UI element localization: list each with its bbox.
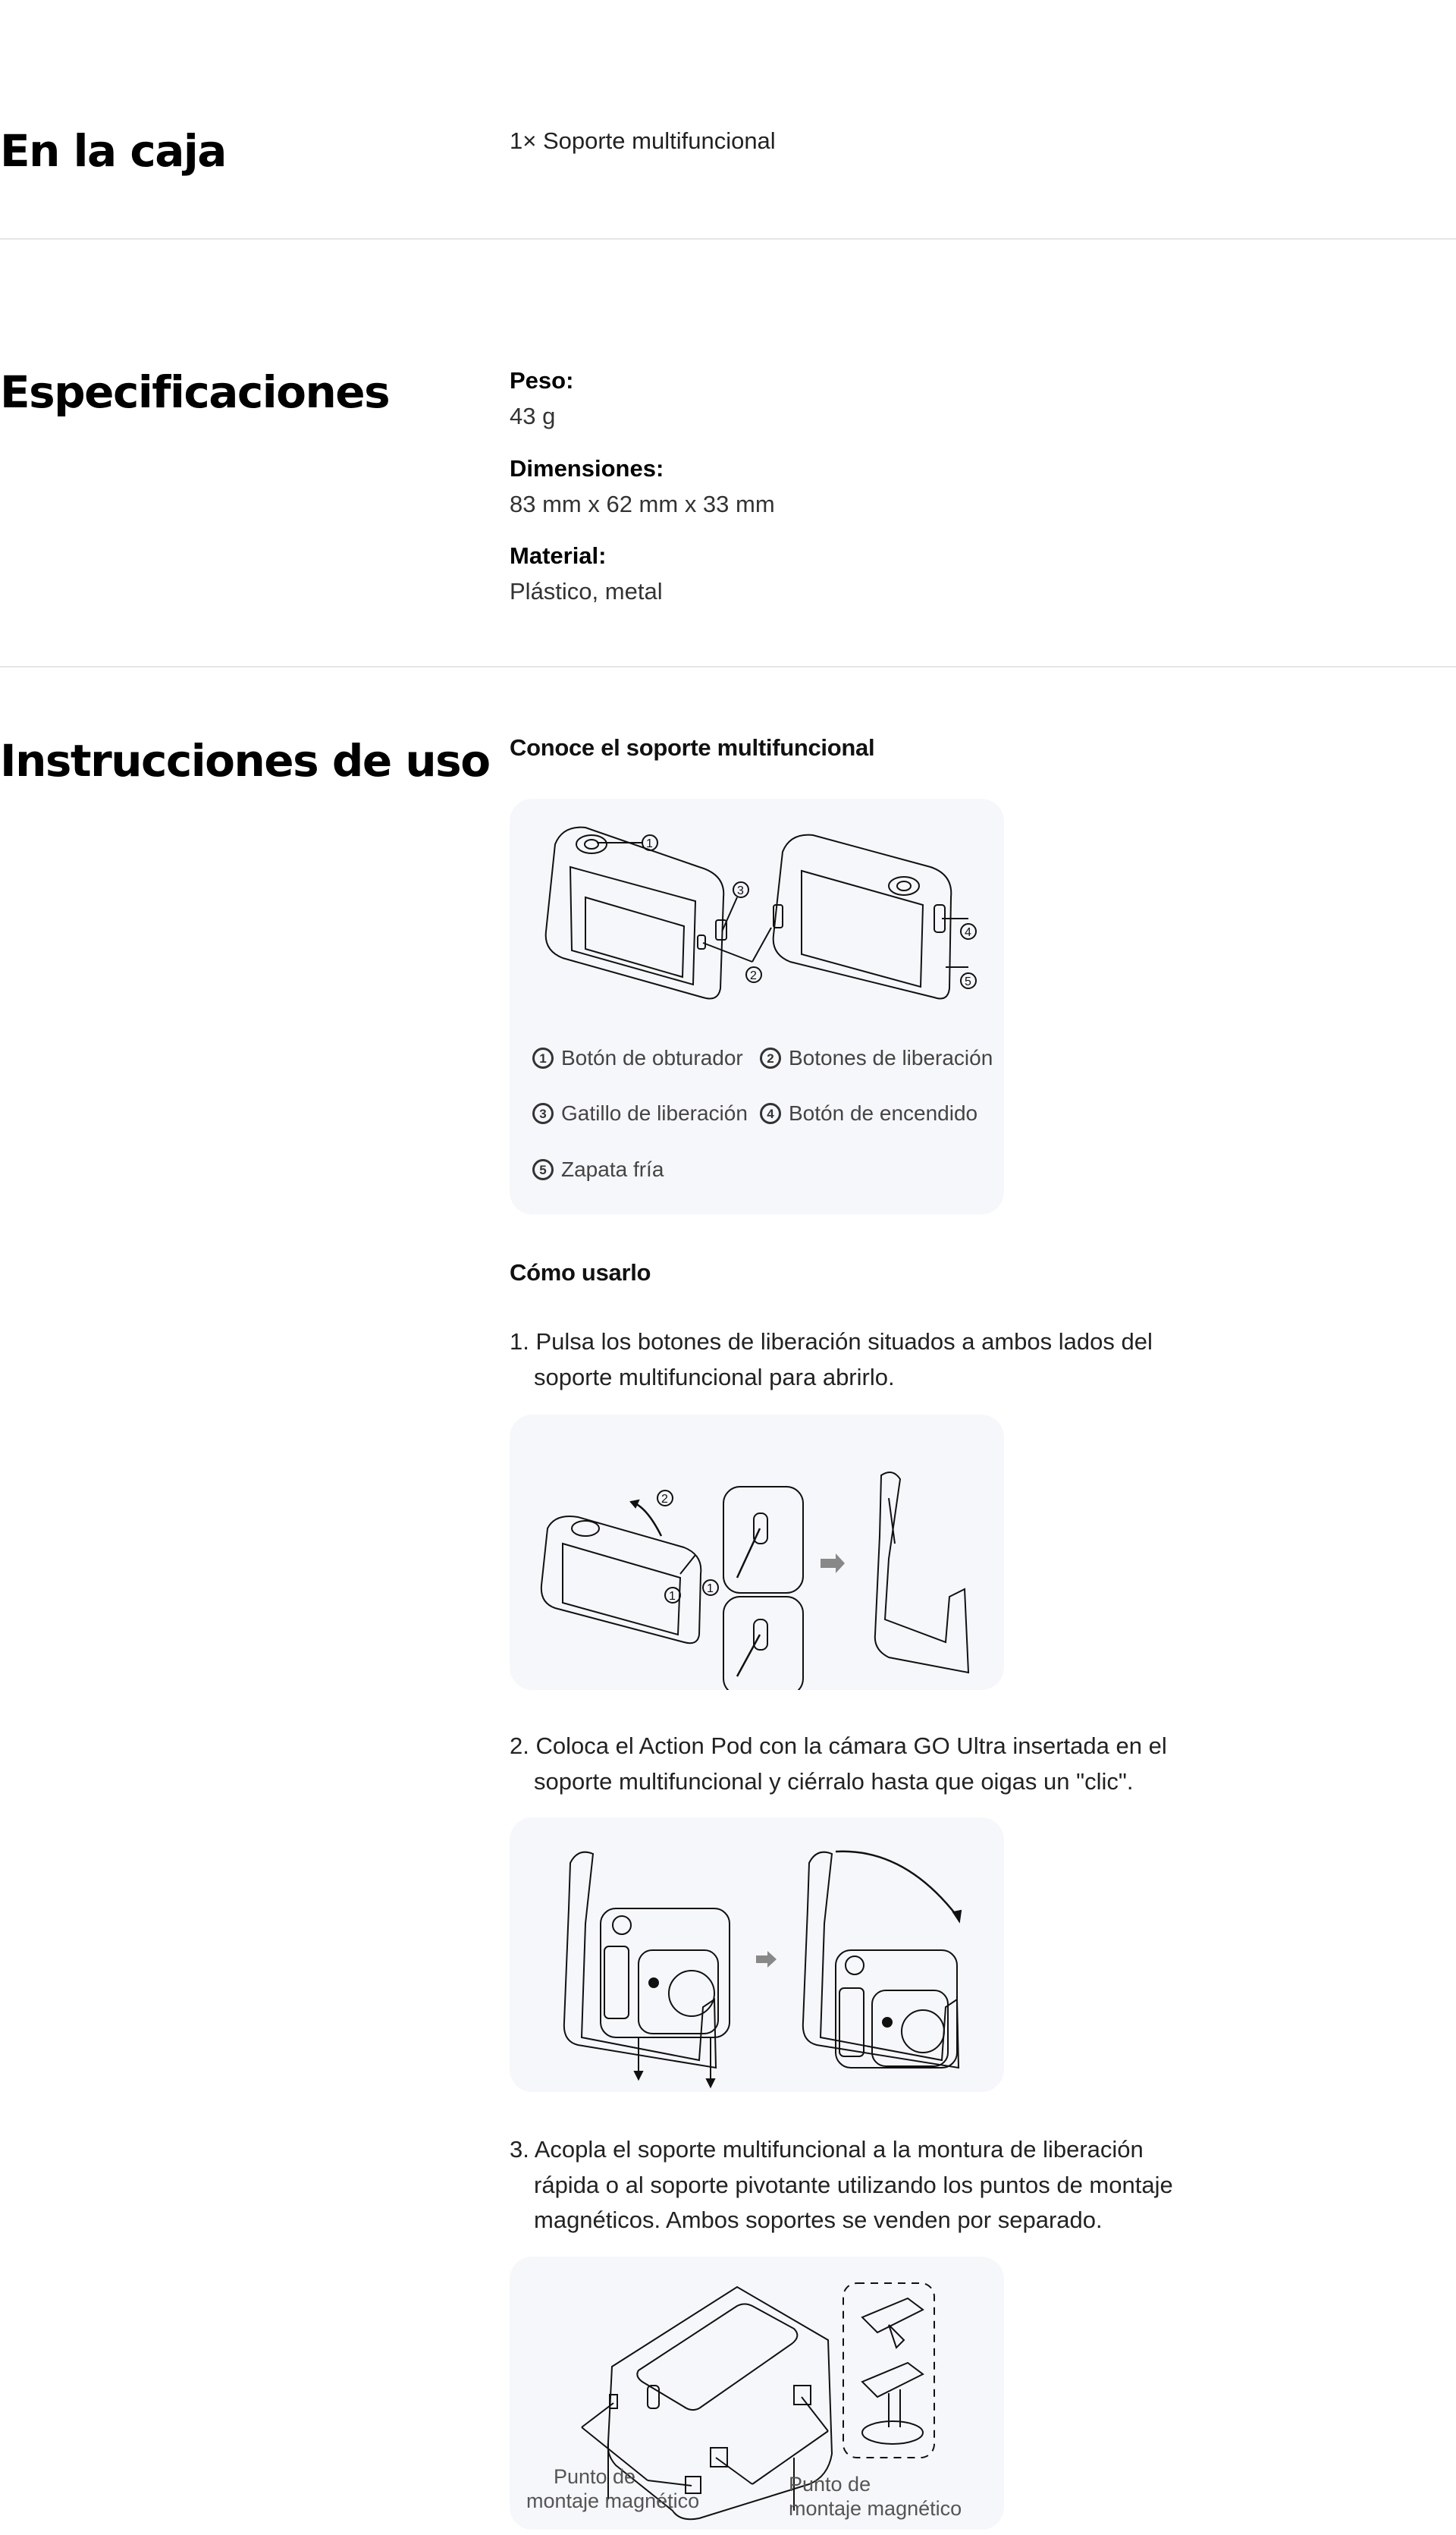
spec-label-material: Material:	[510, 542, 607, 569]
legend-label: Botones de liberación	[789, 1046, 993, 1070]
open-mount-illustration	[510, 1415, 1004, 1690]
legend-item-cold-shoe	[532, 1159, 664, 1180]
number-circle-icon: 4	[760, 1103, 781, 1124]
step-3-text-cont: rápida o al soporte pivotante utilizando los puntos de montaje	[534, 2172, 1173, 2198]
svg-text:1: 1	[707, 1582, 714, 1595]
svg-text:1: 1	[646, 837, 653, 850]
insert-camera-illustration	[510, 1817, 1004, 2092]
legend-label: Gatillo de liberación	[561, 1101, 748, 1125]
legend-item-power-button	[760, 1103, 977, 1124]
legend-item-shutter-button	[532, 1048, 743, 1069]
legend-label: Botón de encendido	[789, 1101, 978, 1125]
overview-heading: Conoce el soporte multifuncional	[510, 734, 875, 761]
box-item: 1× Soporte multifuncional	[510, 127, 776, 154]
svg-text:1: 1	[669, 1590, 676, 1603]
how-to-heading: Cómo usarlo	[510, 1259, 651, 1286]
step-1-illustration-card	[510, 1415, 1004, 1690]
magnetic-point-caption-left: Punto de montaje magnético	[526, 2465, 700, 2512]
step-1-text-cont: soporte multifuncional para abrirlo.	[534, 1364, 895, 1390]
svg-text:2: 2	[750, 969, 757, 982]
step-1-text: 1. Pulsa los botones de liberación situados a ambos lados del	[510, 1328, 1153, 1355]
svg-text:3: 3	[737, 884, 744, 897]
svg-text:2: 2	[661, 1493, 668, 1506]
section-divider	[0, 238, 1456, 240]
section-divider	[0, 666, 1456, 668]
step-2-illustration-card	[510, 1817, 1004, 2092]
spec-value-material: Plástico, metal	[510, 578, 663, 605]
legend-item-release-trigger	[532, 1103, 748, 1124]
legend-label: Botón de obturador	[561, 1046, 743, 1070]
step-3-text: 3. Acopla el soporte multifuncional a la montura de liberación	[510, 2136, 1144, 2163]
magnetic-point-caption-right: Punto de montaje magnético	[789, 2473, 962, 2520]
spec-label-weight: Peso:	[510, 367, 574, 394]
svg-text:5: 5	[965, 975, 971, 988]
section-title-in-the-box: En la caja	[0, 125, 226, 177]
mount-parts-illustration	[510, 799, 1004, 1026]
step-2-text-cont: soporte multifuncional y ciérralo hasta que oigas un "clic".	[534, 1768, 1134, 1795]
number-circle-icon: 1	[532, 1048, 554, 1069]
step-2-text: 2. Coloca el Action Pod con la cámara GO Ultra insertada en el	[510, 1732, 1167, 1759]
spec-value-weight: 43 g	[510, 403, 556, 429]
spec-value-dimensions: 83 mm x 62 mm x 33 mm	[510, 491, 775, 517]
spec-label-dimensions: Dimensiones:	[510, 455, 664, 482]
number-circle-icon: 5	[532, 1159, 554, 1180]
section-title-specifications: Especificaciones	[0, 366, 390, 418]
svg-text:4: 4	[965, 926, 971, 939]
legend-item-release-buttons	[760, 1048, 993, 1069]
step-3-illustration-card	[510, 2257, 1004, 2530]
overview-diagram-card	[510, 799, 1004, 1214]
number-circle-icon: 3	[532, 1103, 554, 1124]
step-3-text-cont: magnéticos. Ambos soportes se venden por separado.	[534, 2207, 1103, 2233]
section-title-instructions: Instrucciones de uso	[0, 735, 490, 787]
number-circle-icon: 2	[760, 1048, 781, 1069]
legend-label: Zapata fría	[561, 1158, 664, 1181]
